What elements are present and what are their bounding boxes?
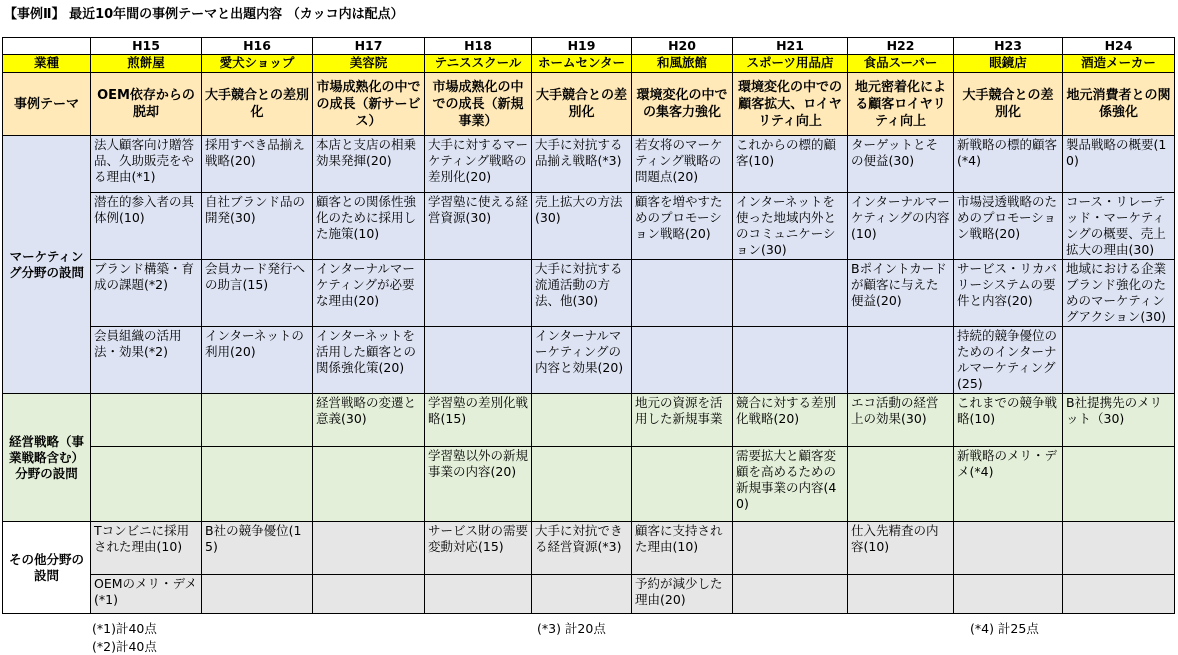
question-cell: 地元の資源を活用した新規事業 [632,394,733,447]
question-cell: 本店と支店の相乗効果発揮(20) [313,136,425,193]
theme-row-label: 事例テーマ [3,73,91,136]
question-cell: 地域における企業ブランド強化のためのマーケティングアクション(30) [1063,260,1175,327]
table-row [3,55,1175,73]
question-cell: 需要拡大と顧客変顧を高めるための新規事業の内容(40) [733,447,848,522]
theme-cell: 環境変化の中での集客力強化 [632,73,733,136]
year-header: H21 [733,38,848,55]
question-cell [1063,447,1175,522]
table-row [3,193,1175,260]
industry-row-label: 業種 [3,55,91,73]
question-cell: 仕入先精査の内容(10) [848,522,954,575]
question-cell [425,575,532,614]
question-cell: B社の競争優位(15) [202,522,313,575]
year-header: H22 [848,38,954,55]
question-cell [202,394,313,447]
question-cell: 市場浸透戦略のためのプロモーション戦略(20) [954,193,1063,260]
question-cell [532,394,632,447]
table-row [3,73,1175,136]
other-section-label: その他分野の設問 [3,522,91,614]
question-cell: サービス財の需要変動対応(15) [425,522,532,575]
year-header: H24 [1063,38,1175,55]
question-cell [1063,575,1175,614]
question-cell [848,447,954,522]
question-cell: ターゲットとその便益(30) [848,136,954,193]
table-row [3,38,1175,55]
question-cell: 自社ブランド品の開発(30) [202,193,313,260]
question-cell [733,260,848,327]
year-header: H19 [532,38,632,55]
industry-cell: テニススクール [425,55,532,73]
industry-cell: 眼鏡店 [954,55,1063,73]
question-cell: Bポイントカードが顧客に与えた便益(20) [848,260,954,327]
year-header: H17 [313,38,425,55]
question-cell [91,394,202,447]
question-cell: 大手に対抗する流通活動の方法、他(30) [532,260,632,327]
question-cell [91,447,202,522]
question-cell: 学習塾に使える経営資源(30) [425,193,532,260]
question-cell: インターネットを使った地域内外とのコミュニケーション(30) [733,193,848,260]
question-cell [1063,327,1175,394]
table-row [3,260,1175,327]
industry-cell: 愛犬ショップ [202,55,313,73]
question-cell [1063,522,1175,575]
question-cell: ブランド構築・育成の課題(*2) [91,260,202,327]
year-header: H23 [954,38,1063,55]
industry-cell: 食品スーパー [848,55,954,73]
question-cell [313,575,425,614]
table-row [3,394,1175,447]
question-cell: OEMのメリ・デメ(*1) [91,575,202,614]
corner-cell [3,38,91,55]
question-cell [632,327,733,394]
question-cell [954,522,1063,575]
question-cell [733,575,848,614]
theme-cell: 地元消費者との関係強化 [1063,73,1175,136]
question-cell: 採用すべき品揃え戦略(20) [202,136,313,193]
question-cell: エコ活動の経営上の効果(30) [848,394,954,447]
strategy-section-label: 経営戦略（事業戦略含む）分野の設問 [3,394,91,522]
question-cell: 新戦略のメリ・デメ(*4) [954,447,1063,522]
theme-cell: 大手競合との差別化 [532,73,632,136]
question-cell [733,522,848,575]
question-cell: 製品戦略の概要(10) [1063,136,1175,193]
theme-cell: 市場成熟化の中での成長（新サービス） [313,73,425,136]
question-cell: インターナルマーケティングの内容(10) [848,193,954,260]
question-cell: 法人顧客向け贈答品、久助販売をやる理由(*1) [91,136,202,193]
table-row [3,522,1175,575]
question-cell: これまでの競争戦略(10) [954,394,1063,447]
question-cell: インターナルマーケティングが必要な理由(20) [313,260,425,327]
exam-topics-table [2,37,1175,614]
question-cell: インターネットを活用した顧客との関係強化策(20) [313,327,425,394]
table-row [3,575,1175,614]
question-cell: 競合に対する差別化戦略(20) [733,394,848,447]
question-cell [532,575,632,614]
question-cell [848,575,954,614]
marketing-section-label: マーケティング分野の設問 [3,136,91,394]
question-cell: 予約が減少した理由(20) [632,575,733,614]
question-cell: 顧客を増やすためのプロモーション戦略(20) [632,193,733,260]
question-cell [532,447,632,522]
footnote-1: (*1)計40点 [92,621,157,636]
question-cell: コース・リレーテッド・マーケティングの概要、売上拡大の理由(30) [1063,193,1175,260]
industry-cell: 美容院 [313,55,425,73]
industry-cell: 煎餅屋 [91,55,202,73]
question-cell [632,447,733,522]
question-cell: 経営戦略の変遷と意義(30) [313,394,425,447]
footnote-2: (*2)計40点 [92,639,157,654]
theme-cell: 大手競合との差別化 [954,73,1063,136]
industry-cell: ホームセンター [532,55,632,73]
question-cell: 売上拡大の方法(30) [532,193,632,260]
industry-cell: 和風旅館 [632,55,733,73]
question-cell [313,447,425,522]
year-header: H16 [202,38,313,55]
question-cell: 若女将のマーケティング戦略の問題点(20) [632,136,733,193]
question-cell: 会員組織の活用法・効果(*2) [91,327,202,394]
table-row [3,447,1175,522]
theme-cell: OEM依存からの脱却 [91,73,202,136]
theme-cell: 市場成熟化の中での成長（新規事業） [425,73,532,136]
year-header: H18 [425,38,532,55]
question-cell [425,260,532,327]
question-cell: これからの標的顧客(10) [733,136,848,193]
question-cell [733,327,848,394]
question-cell: 大手に対抗する品揃え戦略(*3) [532,136,632,193]
question-cell: 新戦略の標的顧客(*4) [954,136,1063,193]
question-cell: 学習塾以外の新規事業の内容(20) [425,447,532,522]
year-header: H20 [632,38,733,55]
question-cell: 学習塾の差別化戦略(15) [425,394,532,447]
question-cell [954,575,1063,614]
question-cell: Tコンビニに採用された理由(10) [91,522,202,575]
question-cell: 大手に対するマーケティング戦略の差別化(20) [425,136,532,193]
theme-cell: 大手競合との差別化 [202,73,313,136]
footnote-3: (*3) 計20点 [537,621,606,636]
table-row [3,327,1175,394]
question-cell: 顧客との関係性強化のために採用した施策(10) [313,193,425,260]
question-cell: インターナルマーケティングの内容と効果(20) [532,327,632,394]
page-title: 【事例Ⅱ】 最近10年間の事例テーマと出題内容 （カッコ内は配点） [4,7,404,22]
question-cell [313,522,425,575]
industry-cell: 酒造メーカー [1063,55,1175,73]
question-cell: 顧客に支持された理由(10) [632,522,733,575]
question-cell [848,327,954,394]
theme-cell: 地元密着化による顧客ロイヤリティ向上 [848,73,954,136]
footnote-4: (*4) 計25点 [970,621,1039,636]
question-cell [202,447,313,522]
question-cell: 会員カード発行への助言(15) [202,260,313,327]
question-cell: 潜在的参入者の具体例(10) [91,193,202,260]
question-cell: 持続的競争優位のためのインターナルマーケティング(25) [954,327,1063,394]
question-cell: インターネットの利用(20) [202,327,313,394]
question-cell [202,575,313,614]
table-row [3,136,1175,193]
theme-cell: 環境変化の中での顧客拡大、ロイヤリティ向上 [733,73,848,136]
question-cell: サービス・リカバリーシステムの要件と内容(20) [954,260,1063,327]
question-cell: B社提携先のメリット（30) [1063,394,1175,447]
year-header: H15 [91,38,202,55]
industry-cell: スポーツ用品店 [733,55,848,73]
question-cell [425,327,532,394]
question-cell: 大手に対抗できる経営資源(*3) [532,522,632,575]
question-cell [632,260,733,327]
